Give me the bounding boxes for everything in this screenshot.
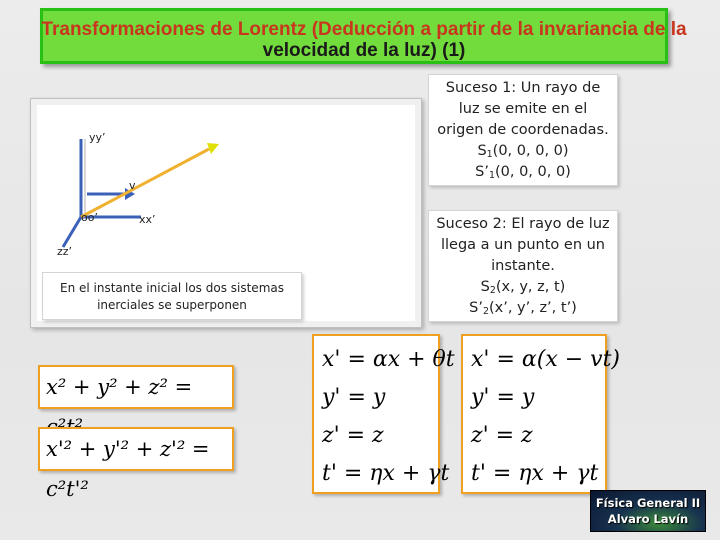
general-eq-z: z' = z: [322, 423, 384, 448]
title-banner: [40, 8, 687, 64]
sphere-equation: x² + y² + z² =: [38, 365, 234, 409]
light-ray: [81, 149, 209, 217]
z-axis-line: [63, 217, 81, 247]
event-2-card: [428, 210, 618, 322]
origin-label: oo’: [81, 211, 98, 224]
x-axis-label: xx’: [139, 213, 156, 226]
specific-eq-t: t' = ηx + γt: [471, 461, 599, 486]
specific-eq-x: x' = α(x − vt): [471, 347, 620, 372]
slide-title: [3, 19, 720, 61]
general-eq-x: x' = αx + θt: [322, 347, 455, 372]
course-logo: [590, 490, 706, 532]
general-eq-t: t' = ηx + γt: [322, 461, 450, 486]
title-line-1: Transformaciones de Lorentz (Deducción a partir de la invariancia de la: [41, 19, 687, 40]
event-1-s-prime: $S’_1(0$, 0, 0, 0): [475, 164, 571, 181]
light-ray-arrowhead: [207, 143, 219, 154]
event-2-line-3: instante.: [491, 258, 555, 274]
specific-eq-z: z' = z: [471, 423, 533, 448]
event-2-line-2: llega a un punto en un: [440, 237, 605, 253]
logo-line-1: Física General II: [595, 496, 701, 510]
general-transformation-equations: [312, 334, 455, 494]
event-2-s-prime: $S’_2(x$’, y’, z’, t’): [469, 300, 577, 317]
event-1-line-2: luz se emite en el: [458, 101, 588, 117]
event-2-line-1: Suceso 2: El rayo de luz: [436, 216, 610, 232]
general-eq-y: y' = y: [322, 385, 386, 410]
title-line-2: velocidad de la luz) (1): [262, 40, 466, 61]
z-axis-label: zz’: [57, 245, 73, 258]
y-axis-label: yy’: [89, 131, 106, 144]
logo-line-2: Alvaro Lavín: [607, 512, 689, 526]
specific-eq-y: y' = y: [471, 385, 535, 410]
event-1-s: $S_1(0$, 0, 0, 0): [477, 143, 569, 160]
event-2-s: $S_2(x$, y, z, t): [480, 279, 566, 296]
velocity-label: v: [129, 179, 136, 192]
event-1-line-1: Suceso 1: Un rayo de: [445, 80, 601, 96]
specific-transformation-equations: [461, 334, 620, 494]
event-1-line-3: origen de coordenadas.: [437, 122, 609, 138]
note-card: En el instante inicial los dos sistemas inerciales se superponen: [42, 272, 302, 320]
event-1-card: [428, 74, 618, 186]
sphere-prime-equation: x'² + y'² + z'² = c²t'²: [38, 427, 234, 471]
